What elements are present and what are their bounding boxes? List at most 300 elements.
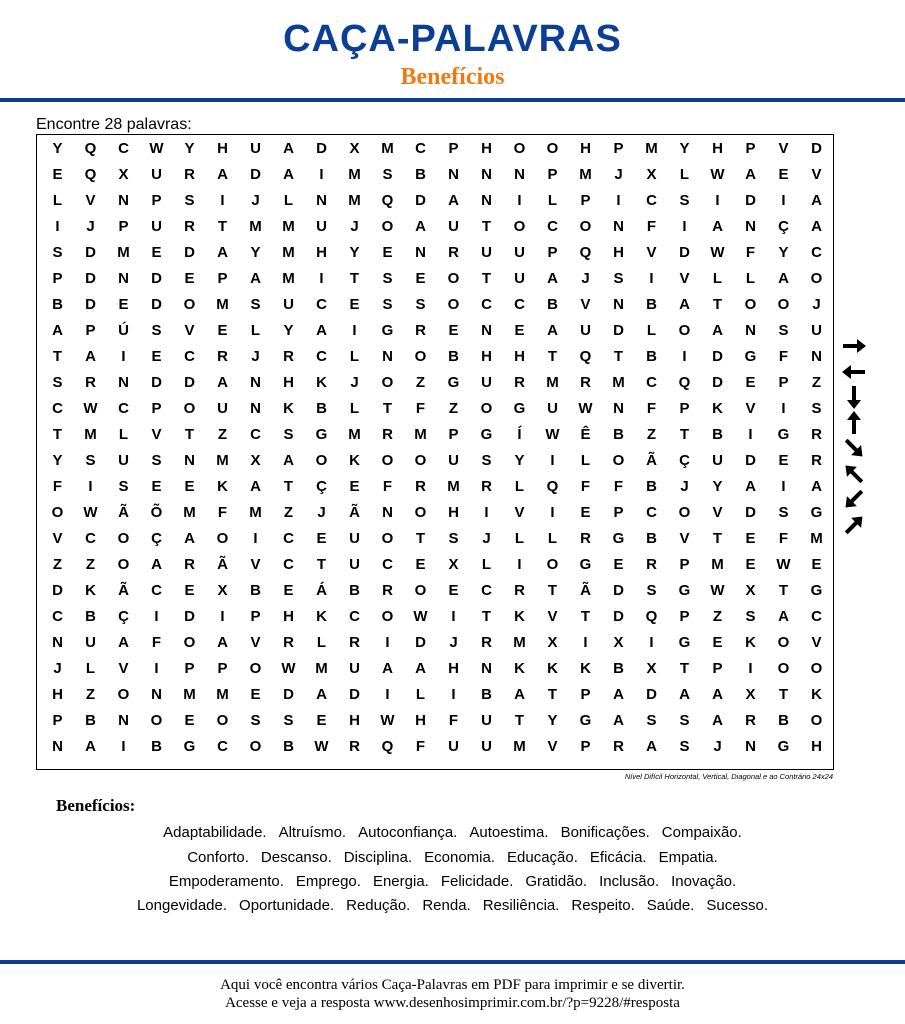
- grid-letter: F: [613, 478, 624, 495]
- grid-letter: W: [710, 166, 725, 183]
- grid-letter: Q: [546, 478, 559, 495]
- grid-letter: R: [613, 738, 624, 755]
- grid-letter: A: [778, 270, 789, 287]
- grid-letter: Ç: [778, 218, 789, 235]
- grid-letter: A: [415, 660, 426, 677]
- grid-letter: A: [85, 738, 96, 755]
- grid-letter: Ã: [646, 452, 657, 469]
- grid-letter: S: [415, 296, 426, 313]
- grid-letter: B: [151, 738, 162, 755]
- grid-letter: O: [810, 660, 823, 677]
- grid-letter: S: [283, 426, 294, 443]
- grid-letter: G: [810, 504, 823, 521]
- grid-letter: H: [613, 244, 624, 261]
- grid-letter: Q: [381, 738, 394, 755]
- grid-letter: A: [613, 686, 624, 703]
- grid-letter: H: [481, 348, 492, 365]
- grid-letter: L: [85, 660, 96, 677]
- grid-letter: R: [514, 582, 525, 599]
- grid-letter: O: [183, 400, 196, 417]
- grid-letter: M: [513, 634, 526, 651]
- word-list-item: Compaixão.: [661, 824, 742, 841]
- grid-letter: W: [776, 556, 791, 573]
- grid-letter: U: [217, 400, 228, 417]
- grid-letter: V: [745, 400, 756, 417]
- grid-letter: A: [712, 322, 723, 339]
- grid-letter: B: [613, 660, 624, 677]
- grid-letter: L: [349, 400, 360, 417]
- grid-letter: U: [283, 296, 294, 313]
- grid-letter: L: [712, 270, 723, 287]
- grid-letter: N: [250, 400, 261, 417]
- grid-letter: U: [811, 322, 822, 339]
- grid-letter: P: [448, 140, 459, 157]
- grid-letter: O: [117, 556, 130, 573]
- grid-letter: E: [712, 634, 723, 651]
- grid-letter: M: [348, 192, 361, 209]
- grid-letter: M: [579, 166, 592, 183]
- grid-letter: O: [216, 712, 229, 729]
- grid-letter: G: [678, 634, 691, 651]
- word-list-item: Empatia.: [658, 849, 718, 866]
- grid-letter: A: [283, 452, 294, 469]
- grid-letter: E: [415, 556, 426, 573]
- grid-letter: E: [745, 530, 756, 547]
- grid-letter: T: [283, 478, 294, 495]
- grid-letter: I: [517, 556, 522, 573]
- grid-letter: D: [184, 608, 195, 625]
- grid-letter: Z: [283, 504, 294, 521]
- grid-letter: W: [149, 140, 164, 157]
- grid-letter: L: [646, 322, 657, 339]
- grid-letter: R: [217, 348, 228, 365]
- grid-letter: N: [118, 192, 129, 209]
- grid-letter: R: [184, 556, 195, 573]
- grid-letter: G: [381, 322, 394, 339]
- word-list-line: [0, 824, 905, 841]
- grid-letter: J: [350, 374, 359, 391]
- grid-letter: F: [52, 478, 63, 495]
- grid-letter: D: [679, 244, 690, 261]
- grid-letter: U: [481, 374, 492, 391]
- grid-letter: W: [380, 712, 395, 729]
- grid-letter: N: [415, 244, 426, 261]
- grid-letter: L: [745, 270, 756, 287]
- grid-letter: Y: [712, 478, 723, 495]
- grid-letter: O: [183, 296, 196, 313]
- grid-letter: F: [415, 738, 426, 755]
- grid-letter: R: [382, 426, 393, 443]
- grid-letter: Ç: [679, 452, 690, 469]
- grid-letter: S: [382, 166, 393, 183]
- grid-letter: N: [613, 218, 624, 235]
- grid-letter: L: [547, 192, 558, 209]
- grid-letter: T: [415, 530, 426, 547]
- word-list-item: Eficácia.: [589, 849, 647, 866]
- grid-letter: T: [778, 686, 789, 703]
- grid-letter: P: [547, 244, 558, 261]
- grid-letter: H: [316, 244, 327, 261]
- grid-letter: A: [514, 686, 525, 703]
- grid-letter: N: [382, 348, 393, 365]
- grid-letter: M: [216, 686, 229, 703]
- word-list-title: Benefícios:: [56, 796, 136, 815]
- grid-letter: A: [811, 218, 822, 235]
- grid-letter: A: [382, 660, 393, 677]
- grid-letter: Q: [84, 166, 97, 183]
- grid-letter: V: [679, 530, 690, 547]
- grid-letter: Q: [678, 374, 691, 391]
- grid-letter: Q: [579, 244, 592, 261]
- grid-letter: V: [514, 504, 525, 521]
- word-list-item: Gratidão.: [525, 873, 588, 890]
- grid-letter: R: [283, 634, 294, 651]
- grid-letter: A: [712, 686, 723, 703]
- grid-letter: I: [682, 218, 687, 235]
- grid-letter: S: [283, 712, 294, 729]
- grid-letter: D: [85, 296, 96, 313]
- grid-letter: X: [646, 660, 657, 677]
- grid-letter: U: [712, 452, 723, 469]
- grid-letter: D: [151, 270, 162, 287]
- grid-letter: P: [151, 192, 162, 209]
- grid-letter: G: [777, 738, 790, 755]
- word-list-item: Oportunidade.: [239, 897, 335, 914]
- grid-letter: F: [646, 400, 657, 417]
- grid-letter: E: [151, 348, 162, 365]
- grid-letter: K: [514, 660, 525, 677]
- grid-letter: G: [777, 426, 790, 443]
- grid-letter: V: [52, 530, 63, 547]
- instructions: Encontre 28 palavras:: [36, 116, 192, 133]
- grid-letter: P: [745, 140, 756, 157]
- grid-letter: M: [117, 244, 130, 261]
- grid-letter: N: [745, 322, 756, 339]
- grid-letter: B: [778, 712, 789, 729]
- grid-letter: I: [781, 400, 786, 417]
- grid-letter: W: [545, 426, 560, 443]
- grid-letter: Y: [250, 244, 261, 261]
- grid-letter: T: [547, 686, 558, 703]
- grid-letter: O: [381, 530, 394, 547]
- grid-letter: I: [88, 478, 93, 495]
- grid-letter: L: [118, 426, 129, 443]
- grid-letter: U: [448, 218, 459, 235]
- grid-letter: Ç: [316, 478, 327, 495]
- grid-letter: X: [547, 634, 558, 651]
- grid-letter: B: [547, 296, 558, 313]
- grid-letter: N: [613, 296, 624, 313]
- grid-letter: A: [217, 634, 228, 651]
- grid-letter: T: [52, 426, 63, 443]
- grid-letter: M: [183, 504, 196, 521]
- grid-letter: O: [51, 504, 64, 521]
- grid-letter: P: [52, 270, 63, 287]
- arrow-up-left-icon: [838, 462, 870, 486]
- grid-letter: L: [250, 322, 261, 339]
- grid-letter: E: [349, 296, 360, 313]
- grid-letter: V: [151, 426, 162, 443]
- grid-letter: M: [282, 270, 295, 287]
- grid-letter: I: [550, 452, 555, 469]
- grid-letter: Y: [514, 452, 525, 469]
- grid-letter: R: [580, 530, 591, 547]
- grid-letter: Y: [349, 244, 360, 261]
- grid-letter: J: [614, 166, 623, 183]
- grid-letter: P: [679, 400, 690, 417]
- grid-letter: Z: [85, 556, 96, 573]
- grid-letter: R: [646, 556, 657, 573]
- grid-letter: Y: [547, 712, 558, 729]
- grid-letter: P: [151, 400, 162, 417]
- grid-letter: G: [315, 426, 328, 443]
- grid-letter: Ã: [349, 504, 360, 521]
- grid-letter: M: [249, 218, 262, 235]
- grid-letter: A: [415, 218, 426, 235]
- grid-letter: F: [580, 478, 591, 495]
- grid-letter: J: [449, 634, 458, 651]
- grid-letter: P: [547, 166, 558, 183]
- grid-letter: H: [52, 686, 63, 703]
- grid-letter: F: [217, 504, 228, 521]
- grid-letter: U: [580, 322, 591, 339]
- grid-letter: O: [315, 452, 328, 469]
- grid-letter: K: [580, 660, 591, 677]
- grid-letter: K: [316, 374, 327, 391]
- grid-letter: K: [85, 582, 96, 599]
- grid-letter: I: [616, 192, 621, 209]
- word-list-item: Autoconfiança.: [358, 824, 458, 841]
- grid-letter: D: [415, 192, 426, 209]
- grid-letter: I: [220, 192, 225, 209]
- grid-letter: L: [283, 192, 294, 209]
- word-list-item: Felicidade.: [440, 873, 514, 890]
- grid-letter: P: [118, 218, 129, 235]
- grid-letter: I: [352, 322, 357, 339]
- grid-letter: N: [382, 504, 393, 521]
- grid-letter: Y: [679, 140, 690, 157]
- grid-letter: M: [447, 478, 460, 495]
- grid-letter: V: [547, 608, 558, 625]
- grid-letter: G: [183, 738, 196, 755]
- grid-letter: T: [778, 582, 789, 599]
- arrow-up-icon: [838, 411, 870, 435]
- grid-letter: Q: [84, 140, 97, 157]
- grid-letter: B: [415, 166, 426, 183]
- word-list-item: Autoestima.: [469, 824, 549, 841]
- grid-letter: I: [220, 608, 225, 625]
- grid-letter: D: [811, 140, 822, 157]
- grid-letter: G: [579, 556, 592, 573]
- grid-letter: T: [712, 296, 723, 313]
- grid-letter: U: [481, 738, 492, 755]
- grid-letter: P: [712, 660, 723, 677]
- grid-letter: W: [83, 504, 98, 521]
- grid-letter: N: [52, 738, 63, 755]
- grid-letter: E: [151, 478, 162, 495]
- grid-letter: K: [283, 400, 294, 417]
- grid-letter: H: [415, 712, 426, 729]
- arrow-up-right-icon: [838, 513, 870, 537]
- grid-letter: O: [381, 608, 394, 625]
- grid-letter: E: [184, 478, 195, 495]
- grid-letter: E: [184, 582, 195, 599]
- grid-letter: O: [381, 374, 394, 391]
- grid-letter: B: [316, 400, 327, 417]
- grid-letter: P: [778, 374, 789, 391]
- grid-letter: H: [283, 608, 294, 625]
- grid-letter: K: [811, 686, 822, 703]
- word-list-item: Educação.: [507, 849, 578, 866]
- grid-letter: W: [281, 660, 296, 677]
- grid-letter: E: [448, 322, 459, 339]
- grid-letter: I: [253, 530, 258, 547]
- grid-letter: K: [217, 478, 228, 495]
- grid-letter: A: [118, 634, 129, 651]
- grid-letter: D: [745, 452, 756, 469]
- grid-letter: I: [121, 738, 126, 755]
- grid-letter: D: [184, 374, 195, 391]
- grid-letter: R: [811, 452, 822, 469]
- grid-letter: A: [811, 478, 822, 495]
- grid-letter: S: [679, 712, 690, 729]
- grid-letter: I: [154, 660, 159, 677]
- grid-letter: B: [646, 478, 657, 495]
- grid-letter: T: [712, 530, 723, 547]
- grid-letter: A: [778, 608, 789, 625]
- grid-letter: E: [316, 530, 327, 547]
- grid-letter: O: [810, 712, 823, 729]
- grid-letter: S: [448, 530, 459, 547]
- grid-letter: L: [679, 166, 690, 183]
- grid-letter: G: [678, 582, 691, 599]
- grid-letter: G: [480, 426, 493, 443]
- grid-letter: B: [613, 426, 624, 443]
- grid-letter: C: [52, 400, 63, 417]
- grid-letter: E: [745, 374, 756, 391]
- word-list-line: [0, 849, 905, 866]
- grid-letter: P: [217, 270, 228, 287]
- grid-letter: A: [679, 296, 690, 313]
- grid-letter: P: [580, 192, 591, 209]
- grid-letter: I: [748, 660, 753, 677]
- grid-letter: Ã: [217, 556, 228, 573]
- grid-letter: C: [481, 582, 492, 599]
- grid-letter: R: [448, 244, 459, 261]
- grid-letter: W: [578, 400, 593, 417]
- grid-letter: A: [745, 166, 756, 183]
- footer-rule: [0, 960, 905, 964]
- grid-letter: A: [52, 322, 63, 339]
- grid-letter: Z: [712, 608, 723, 625]
- grid-letter: S: [382, 270, 393, 287]
- grid-letter: T: [679, 426, 690, 443]
- grid-letter: O: [777, 634, 790, 651]
- word-list-item: Emprego.: [295, 873, 361, 890]
- grid-letter: Y: [184, 140, 195, 157]
- grid-letter: V: [250, 634, 261, 651]
- grid-letter: S: [184, 192, 195, 209]
- grid-letter: I: [451, 608, 456, 625]
- word-list-item: Empoderamento.: [168, 873, 284, 890]
- grid-letter: R: [580, 374, 591, 391]
- grid-letter: M: [513, 738, 526, 755]
- grid-letter: E: [580, 504, 591, 521]
- grid-letter: O: [183, 634, 196, 651]
- grid-letter: S: [151, 322, 162, 339]
- grid-letter: C: [151, 582, 162, 599]
- grid-letter: M: [546, 374, 559, 391]
- grid-letter: C: [646, 374, 657, 391]
- grid-letter: O: [414, 348, 427, 365]
- grid-letter: J: [251, 348, 260, 365]
- grid-letter: M: [711, 556, 724, 573]
- grid-letter: D: [745, 192, 756, 209]
- grid-letter: N: [448, 166, 459, 183]
- grid-letter: W: [83, 400, 98, 417]
- grid-letter: M: [810, 530, 823, 547]
- grid-letter: M: [612, 374, 625, 391]
- grid-letter: E: [118, 296, 129, 313]
- grid-letter: L: [547, 530, 558, 547]
- grid-letter: N: [481, 322, 492, 339]
- grid-letter: E: [382, 244, 393, 261]
- grid-letter: F: [778, 348, 789, 365]
- grid-letter: U: [448, 452, 459, 469]
- grid-letter: A: [217, 244, 228, 261]
- grid-letter: O: [381, 452, 394, 469]
- word-list-item: Longevidade.: [136, 897, 228, 914]
- grid-letter: D: [52, 582, 63, 599]
- grid-letter: S: [679, 738, 690, 755]
- grid-letter: I: [781, 192, 786, 209]
- grid-letter: S: [679, 192, 690, 209]
- word-list-item: Disciplina.: [343, 849, 413, 866]
- grid-letter: I: [385, 686, 390, 703]
- grid-letter: S: [811, 400, 822, 417]
- grid-letter: E: [415, 270, 426, 287]
- grid-letter: U: [448, 738, 459, 755]
- grid-letter: H: [481, 140, 492, 157]
- grid-letter: P: [250, 608, 261, 625]
- footer-line-1: Aqui você encontra vários Caça-Palavras em PDF para imprimir e se divertir.: [220, 977, 685, 993]
- grid-letter: I: [550, 504, 555, 521]
- grid-letter: D: [151, 374, 162, 391]
- grid-letter: F: [448, 712, 459, 729]
- grid-letter: T: [184, 426, 195, 443]
- grid-letter: P: [613, 140, 624, 157]
- arrow-down-right-icon: [838, 436, 870, 460]
- grid-letter: Y: [52, 452, 63, 469]
- grid-letter: D: [316, 140, 327, 157]
- grid-letter: F: [382, 478, 393, 495]
- word-list-item: Inovação.: [671, 873, 737, 890]
- grid-letter: C: [52, 608, 63, 625]
- grid-letter: I: [781, 478, 786, 495]
- grid-letter: I: [154, 608, 159, 625]
- grid-letter: N: [250, 374, 261, 391]
- word-list-item: Inclusão.: [599, 873, 660, 890]
- page-title: CAÇA-PALAVRAS: [283, 18, 622, 60]
- grid-letter: X: [613, 634, 624, 651]
- arrow-down-left-icon: [838, 487, 870, 511]
- grid-letter: M: [414, 426, 427, 443]
- grid-letter: S: [382, 296, 393, 313]
- grid-letter: R: [349, 738, 360, 755]
- grid-letter: P: [52, 712, 63, 729]
- grid-letter: J: [482, 530, 491, 547]
- grid-letter: C: [217, 738, 228, 755]
